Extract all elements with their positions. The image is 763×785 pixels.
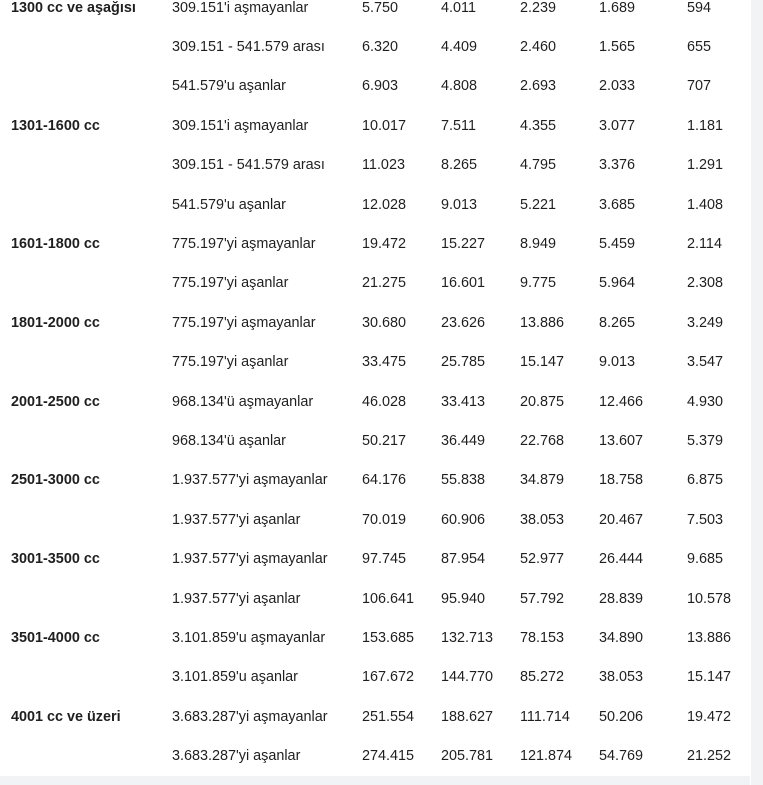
tax-amount-cell-2: 23.626 bbox=[441, 314, 486, 331]
tax-amount-cell-5: 1.181 bbox=[687, 117, 724, 134]
tax-amount-cell-5: 3.547 bbox=[687, 354, 724, 371]
engine-category-cell: 4001 cc ve üzeri bbox=[11, 708, 121, 725]
tax-amount-cell-2: 8.265 bbox=[441, 157, 478, 174]
tax-amount-cell-1: 64.176 bbox=[362, 472, 407, 489]
engine-category-cell: 2501-3000 cc bbox=[11, 472, 100, 489]
value-range-cell: 775.197'yi aşanlar bbox=[172, 354, 289, 371]
tax-amount-cell-4: 38.053 bbox=[599, 669, 644, 686]
tax-amount-cell-1: 19.472 bbox=[362, 236, 407, 253]
engine-category-cell bbox=[0, 343, 172, 382]
table-row bbox=[0, 264, 750, 303]
value-range-cell: 541.579'u aşanlar bbox=[172, 78, 286, 95]
tax-amount-cell-3: 13.886 bbox=[520, 314, 565, 331]
engine-category-cell bbox=[0, 500, 172, 539]
tax-amount-cell-4: 9.013 bbox=[599, 354, 636, 371]
tax-amount-cell-2: 132.713 bbox=[441, 629, 494, 646]
value-range-cell: 3.683.287'yi aşanlar bbox=[172, 748, 301, 765]
tax-amount-cell-3: 38.053 bbox=[520, 511, 565, 528]
tax-amount-cell-2: 36.449 bbox=[441, 432, 486, 449]
tax-amount-cell-2: 16.601 bbox=[441, 275, 486, 292]
table-row bbox=[0, 618, 750, 657]
tax-amount-cell-4: 34.890 bbox=[599, 629, 644, 646]
tax-amount-cell-1: 33.475 bbox=[362, 354, 407, 371]
tax-amount-cell-4: 12.466 bbox=[599, 393, 644, 410]
tax-amount-cell-5: 4.930 bbox=[687, 393, 724, 410]
engine-category-cell bbox=[0, 421, 172, 460]
table-row bbox=[0, 697, 750, 736]
value-range-cell: 309.151'i aşmayanlar bbox=[172, 117, 309, 134]
tax-amount-cell-1: 50.217 bbox=[362, 432, 407, 449]
tax-amount-cell-4: 3.685 bbox=[599, 196, 636, 213]
tax-amount-cell-1: 6.320 bbox=[362, 39, 399, 56]
tax-amount-cell-3: 34.879 bbox=[520, 472, 565, 489]
tax-amount-cell-2: 60.906 bbox=[441, 511, 486, 528]
tax-amount-cell-1: 251.554 bbox=[362, 708, 415, 725]
tax-amount-cell-1: 12.028 bbox=[362, 196, 407, 213]
tax-amount-cell-5: 5.379 bbox=[687, 432, 724, 449]
tax-amount-cell-1: 167.672 bbox=[362, 669, 415, 686]
engine-category-cell bbox=[0, 658, 172, 697]
value-range-cell: 775.197'yi aşanlar bbox=[172, 275, 289, 292]
tax-amount-cell-1: 21.275 bbox=[362, 275, 407, 292]
tax-amount-cell-3: 8.949 bbox=[520, 236, 557, 253]
tax-amount-cell-5: 1.291 bbox=[687, 157, 724, 174]
value-range-cell: 309.151 - 541.579 arası bbox=[172, 39, 325, 56]
table-row bbox=[0, 303, 750, 342]
tax-amount-cell-3: 57.792 bbox=[520, 590, 565, 607]
value-range-cell: 309.151'i aşmayanlar bbox=[172, 0, 309, 16]
tax-amount-cell-1: 274.415 bbox=[362, 748, 415, 765]
tax-amount-cell-3: 85.272 bbox=[520, 669, 565, 686]
tax-amount-cell-2: 87.954 bbox=[441, 551, 486, 568]
tax-amount-cell-2: 7.511 bbox=[441, 117, 476, 134]
tax-amount-cell-5: 13.886 bbox=[687, 629, 732, 646]
table-row bbox=[0, 224, 750, 263]
engine-category-cell bbox=[0, 185, 172, 224]
tax-amount-cell-3: 52.977 bbox=[520, 551, 565, 568]
tax-amount-cell-4: 18.758 bbox=[599, 472, 644, 489]
tax-amount-cell-2: 4.409 bbox=[441, 39, 478, 56]
tax-amount-cell-4: 28.839 bbox=[599, 590, 644, 607]
value-range-cell: 1.937.577'yi aşanlar bbox=[172, 511, 301, 528]
bottom-divider bbox=[0, 776, 750, 785]
table-row bbox=[0, 736, 750, 775]
tax-amount-cell-3: 2.239 bbox=[520, 0, 557, 16]
tax-amount-cell-5: 19.472 bbox=[687, 708, 732, 725]
tax-amount-cell-2: 4.808 bbox=[441, 78, 478, 95]
tax-amount-cell-1: 10.017 bbox=[362, 117, 407, 134]
tax-amount-cell-4: 1.689 bbox=[599, 0, 636, 16]
tax-amount-cell-3: 9.775 bbox=[520, 275, 557, 292]
tax-amount-cell-4: 3.376 bbox=[599, 157, 636, 174]
value-range-cell: 3.101.859'u aşmayanlar bbox=[172, 629, 326, 646]
engine-category-cell bbox=[0, 67, 172, 106]
table-row bbox=[0, 500, 750, 539]
table-row bbox=[0, 0, 750, 27]
tax-amount-cell-4: 54.769 bbox=[599, 748, 644, 765]
tax-amount-cell-5: 2.114 bbox=[687, 236, 722, 253]
engine-category-cell: 1301-1600 cc bbox=[11, 117, 100, 134]
table-row bbox=[0, 146, 750, 185]
table-row bbox=[0, 421, 750, 460]
tax-amount-cell-4: 50.206 bbox=[599, 708, 644, 725]
tax-amount-cell-3: 2.693 bbox=[520, 78, 557, 95]
value-range-cell: 1.937.577'yi aşanlar bbox=[172, 590, 301, 607]
engine-category-cell: 1801-2000 cc bbox=[11, 314, 100, 331]
tax-amount-cell-1: 70.019 bbox=[362, 511, 407, 528]
value-range-cell: 1.937.577'yi aşmayanlar bbox=[172, 551, 328, 568]
engine-category-cell bbox=[0, 27, 172, 66]
tax-amount-cell-5: 3.249 bbox=[687, 314, 724, 331]
engine-category-cell: 3501-4000 cc bbox=[11, 629, 100, 646]
tax-amount-cell-4: 5.459 bbox=[599, 236, 636, 253]
tax-amount-cell-3: 2.460 bbox=[520, 39, 557, 56]
tax-amount-cell-1: 30.680 bbox=[362, 314, 407, 331]
tax-amount-cell-3: 20.875 bbox=[520, 393, 565, 410]
tax-amount-cell-4: 26.444 bbox=[599, 551, 644, 568]
tax-amount-cell-5: 21.252 bbox=[687, 748, 732, 765]
tax-amount-cell-4: 3.077 bbox=[599, 117, 636, 134]
tax-amount-cell-2: 95.940 bbox=[441, 590, 486, 607]
value-range-cell: 775.197'yi aşmayanlar bbox=[172, 314, 316, 331]
tax-amount-cell-4: 2.033 bbox=[599, 78, 636, 95]
value-range-cell: 968.134'ü aşanlar bbox=[172, 432, 286, 449]
engine-category-cell: 3001-3500 cc bbox=[11, 551, 100, 568]
table-row bbox=[0, 579, 750, 618]
tax-amount-cell-5: 2.308 bbox=[687, 275, 724, 292]
table-row bbox=[0, 539, 750, 578]
tax-amount-cell-5: 655 bbox=[687, 39, 712, 56]
tax-amount-cell-3: 78.153 bbox=[520, 629, 565, 646]
right-scroll-gutter bbox=[751, 0, 763, 785]
tax-amount-cell-5: 594 bbox=[687, 0, 712, 16]
tax-amount-cell-1: 5.750 bbox=[362, 0, 399, 16]
tax-amount-cell-5: 10.578 bbox=[687, 590, 732, 607]
tax-amount-cell-4: 8.265 bbox=[599, 314, 636, 331]
tax-amount-cell-2: 4.011 bbox=[441, 0, 476, 16]
engine-category-cell: 1300 cc ve aşağısı bbox=[11, 0, 136, 16]
tax-amount-cell-1: 97.745 bbox=[362, 551, 407, 568]
table-row bbox=[0, 27, 750, 66]
tax-amount-cell-1: 153.685 bbox=[362, 629, 415, 646]
value-range-cell: 309.151 - 541.579 arası bbox=[172, 157, 325, 174]
value-range-cell: 541.579'u aşanlar bbox=[172, 196, 286, 213]
tax-amount-cell-4: 5.964 bbox=[599, 275, 636, 292]
tax-amount-cell-2: 188.627 bbox=[441, 708, 494, 725]
tax-amount-cell-1: 11.023 bbox=[362, 157, 405, 174]
value-range-cell: 968.134'ü aşmayanlar bbox=[172, 393, 314, 410]
value-range-cell: 1.937.577'yi aşmayanlar bbox=[172, 472, 328, 489]
tax-amount-cell-2: 25.785 bbox=[441, 354, 486, 371]
tax-amount-cell-3: 4.355 bbox=[520, 117, 557, 134]
tax-amount-cell-5: 707 bbox=[687, 78, 712, 95]
tax-amount-cell-3: 22.768 bbox=[520, 432, 565, 449]
table-row bbox=[0, 461, 750, 500]
value-range-cell: 775.197'yi aşmayanlar bbox=[172, 236, 316, 253]
tax-amount-cell-2: 33.413 bbox=[441, 393, 486, 410]
tax-amount-cell-5: 7.503 bbox=[687, 511, 724, 528]
engine-category-cell: 2001-2500 cc bbox=[11, 393, 100, 410]
tax-amount-cell-3: 121.874 bbox=[520, 748, 573, 765]
table-row bbox=[0, 343, 750, 382]
tax-amount-cell-5: 9.685 bbox=[687, 551, 724, 568]
engine-category-cell: 1601-1800 cc bbox=[11, 236, 100, 253]
tax-amount-cell-4: 20.467 bbox=[599, 511, 644, 528]
tax-amount-cell-2: 205.781 bbox=[441, 748, 494, 765]
tax-amount-cell-1: 106.641 bbox=[362, 590, 415, 607]
tax-amount-cell-3: 15.147 bbox=[520, 354, 565, 371]
tax-amount-cell-4: 1.565 bbox=[599, 39, 636, 56]
table-row bbox=[0, 67, 750, 106]
engine-category-cell bbox=[0, 579, 172, 618]
tax-amount-cell-4: 13.607 bbox=[599, 432, 644, 449]
tax-amount-cell-2: 144.770 bbox=[441, 669, 494, 686]
tax-amount-cell-5: 6.875 bbox=[687, 472, 724, 489]
engine-category-cell bbox=[0, 146, 172, 185]
table-row bbox=[0, 658, 750, 697]
tax-amount-cell-2: 9.013 bbox=[441, 196, 478, 213]
tax-amount-cell-1: 6.903 bbox=[362, 78, 399, 95]
tax-amount-cell-3: 5.221 bbox=[520, 196, 557, 213]
tax-amount-cell-1: 46.028 bbox=[362, 393, 407, 410]
tax-amount-cell-3: 4.795 bbox=[520, 157, 557, 174]
tax-amount-cell-2: 55.838 bbox=[441, 472, 486, 489]
engine-category-cell bbox=[0, 264, 172, 303]
engine-category-cell bbox=[0, 736, 172, 775]
tax-amount-cell-3: 111.714 bbox=[520, 708, 570, 725]
value-range-cell: 3.101.859'u aşanlar bbox=[172, 669, 298, 686]
table-row bbox=[0, 382, 750, 421]
table-row bbox=[0, 185, 750, 224]
tax-amount-cell-5: 15.147 bbox=[687, 669, 732, 686]
value-range-cell: 3.683.287'yi aşmayanlar bbox=[172, 708, 328, 725]
tax-amount-cell-5: 1.408 bbox=[687, 196, 724, 213]
tax-amount-cell-2: 15.227 bbox=[441, 236, 486, 253]
table-row bbox=[0, 106, 750, 145]
